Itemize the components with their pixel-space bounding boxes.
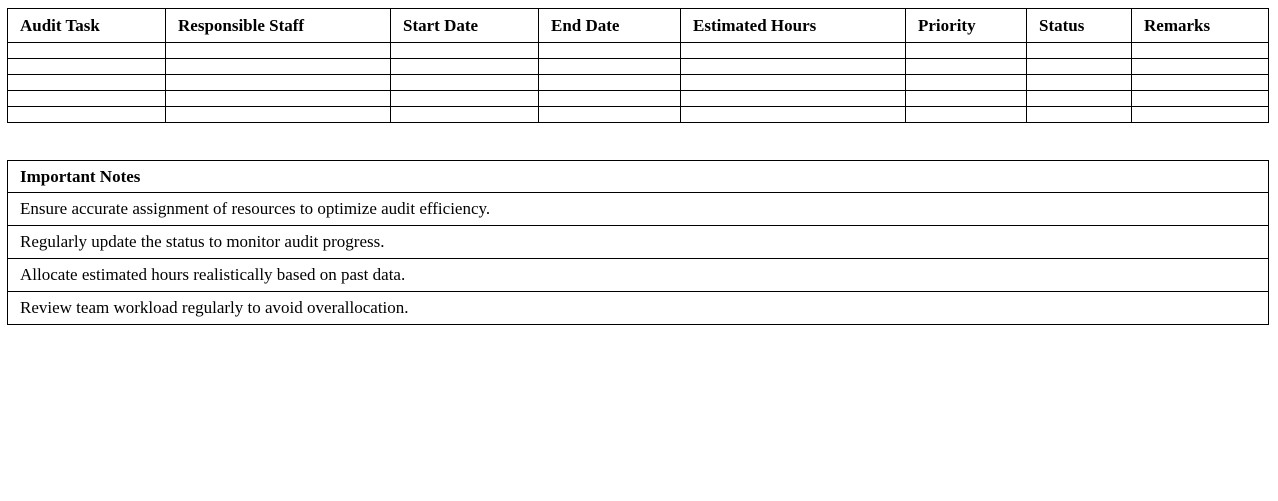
audit-table-header-row — [8, 9, 1269, 43]
empty-cell-responsible-staff[interactable] — [166, 91, 391, 107]
empty-cell-audit-task[interactable] — [8, 43, 166, 59]
empty-cell-start-date[interactable] — [391, 75, 539, 91]
empty-cell-audit-task[interactable] — [8, 107, 166, 123]
empty-cell-remarks[interactable] — [1132, 107, 1269, 123]
empty-cell-remarks[interactable] — [1132, 43, 1269, 59]
column-header-status: Status — [1027, 9, 1132, 43]
note-row-4 — [8, 292, 1269, 325]
empty-cell-remarks[interactable] — [1132, 91, 1269, 107]
empty-cell-responsible-staff[interactable] — [166, 75, 391, 91]
column-header-audit-task: Audit Task — [8, 9, 166, 43]
empty-cell-start-date[interactable] — [391, 107, 539, 123]
empty-cell-priority[interactable] — [906, 43, 1027, 59]
audit-table-row-2 — [8, 59, 1269, 75]
empty-cell-status[interactable] — [1027, 59, 1132, 75]
empty-cell-estimated-hours[interactable] — [681, 75, 906, 91]
empty-cell-priority[interactable] — [906, 59, 1027, 75]
empty-cell-priority[interactable] — [906, 75, 1027, 91]
empty-cell-responsible-staff[interactable] — [166, 43, 391, 59]
note-row-2 — [8, 226, 1269, 259]
empty-cell-status[interactable] — [1027, 107, 1132, 123]
empty-cell-remarks[interactable] — [1132, 59, 1269, 75]
empty-cell-end-date[interactable] — [539, 91, 681, 107]
empty-cell-audit-task[interactable] — [8, 59, 166, 75]
empty-cell-end-date[interactable] — [539, 107, 681, 123]
empty-cell-audit-task[interactable] — [8, 75, 166, 91]
column-header-start-date: Start Date — [391, 9, 539, 43]
audit-table-row-3 — [8, 75, 1269, 91]
empty-cell-priority[interactable] — [906, 91, 1027, 107]
empty-cell-estimated-hours[interactable] — [681, 43, 906, 59]
note-row-3 — [8, 259, 1269, 292]
audit-table-row-5 — [8, 107, 1269, 123]
empty-cell-estimated-hours[interactable] — [681, 107, 906, 123]
audit-table-row-1 — [8, 43, 1269, 59]
empty-cell-priority[interactable] — [906, 107, 1027, 123]
empty-cell-end-date[interactable] — [539, 75, 681, 91]
audit-plan-table — [7, 8, 1269, 123]
column-header-responsible-staff: Responsible Staff — [166, 9, 391, 43]
column-header-estimated-hours: Estimated Hours — [681, 9, 906, 43]
empty-cell-status[interactable] — [1027, 43, 1132, 59]
notes-header-row — [8, 161, 1269, 193]
important-notes-table — [7, 160, 1269, 325]
empty-cell-end-date[interactable] — [539, 59, 681, 75]
empty-cell-audit-task[interactable] — [8, 91, 166, 107]
empty-cell-status[interactable] — [1027, 75, 1132, 91]
note-item: Review team workload regularly to avoid overallocation. — [8, 292, 1269, 325]
empty-cell-start-date[interactable] — [391, 59, 539, 75]
audit-table-row-4 — [8, 91, 1269, 107]
empty-cell-estimated-hours[interactable] — [681, 59, 906, 75]
note-item: Ensure accurate assignment of resources to optimize audit efficiency. — [8, 193, 1269, 226]
empty-cell-estimated-hours[interactable] — [681, 91, 906, 107]
notes-title: Important Notes — [8, 161, 1269, 193]
note-item: Regularly update the status to monitor audit progress. — [8, 226, 1269, 259]
empty-cell-start-date[interactable] — [391, 91, 539, 107]
empty-cell-responsible-staff[interactable] — [166, 59, 391, 75]
empty-cell-responsible-staff[interactable] — [166, 107, 391, 123]
empty-cell-end-date[interactable] — [539, 43, 681, 59]
empty-cell-start-date[interactable] — [391, 43, 539, 59]
column-header-priority: Priority — [906, 9, 1027, 43]
column-header-remarks: Remarks — [1132, 9, 1269, 43]
empty-cell-remarks[interactable] — [1132, 75, 1269, 91]
note-item: Allocate estimated hours realistically based on past data. — [8, 259, 1269, 292]
empty-cell-status[interactable] — [1027, 91, 1132, 107]
column-header-end-date: End Date — [539, 9, 681, 43]
note-row-1 — [8, 193, 1269, 226]
